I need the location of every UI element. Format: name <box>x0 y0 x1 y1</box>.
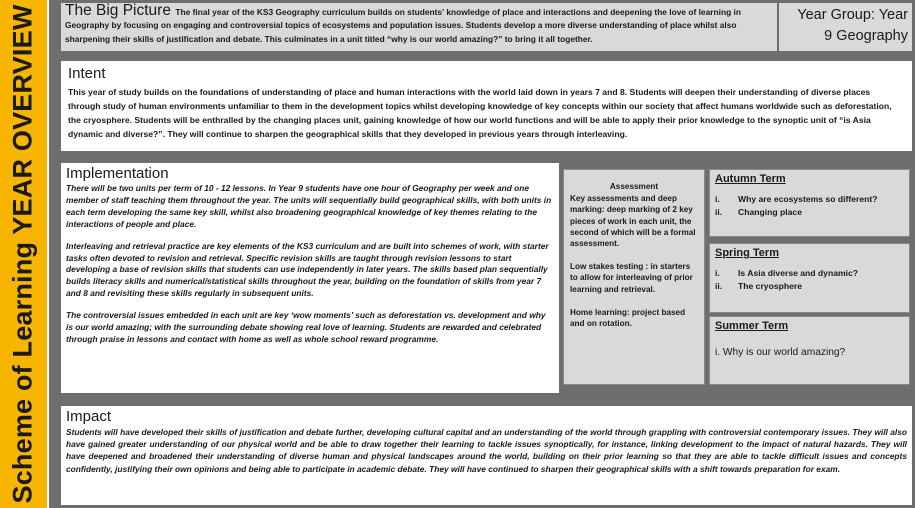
autumn-term-list <box>715 193 904 218</box>
list-item: i. Why are ecosystems so different? <box>715 194 878 204</box>
spring-term-box <box>709 243 910 313</box>
assessment-box <box>563 169 705 385</box>
summer-term-title: Summer Term <box>715 320 789 332</box>
assessment-item: Key assessments and deep marking: deep marking of 2 key pieces of work in each unit, the second of which will be a formal assessment. <box>570 194 696 249</box>
spring-term-list <box>715 267 904 292</box>
intent-text: This year of study builds on the foundations of understanding of place and human interactions with the world laid down in years 7 and 8. Students will deepen their understanding of diverse places through study of human environments unfamiliar to them in the development topics whilst developing knowledge of key concepts within our society that affect humans worldwide such as deforestation, the cryosphere. Students will be enthralled by the changing places unit, gaining knowledge of how our world functions and will be able to apply their prior knowledge to the synoptic unit of “is Asia dynamic and diverse?”. They will continue to sharpen the geographical skills that they developed in previous years through interleaving. <box>68 87 892 139</box>
year-group-box <box>779 3 912 51</box>
spring-term-title: Spring Term <box>715 247 779 259</box>
year-group-line1: Year Group: Year <box>797 7 908 23</box>
implementation-paragraph: There will be two units per term of 10 - 12 lessons. In Year 9 students have one hour of Geography per week and one member of staff teaching them throughout the year. The units will sequentially build geographical skills, with both units in each term developing the same key skill, whilst also broadening geographical knowledge of key themes relating to the interactions of people and place. <box>66 183 552 229</box>
big-picture-title: The Big Picture <box>65 3 171 19</box>
impact-box <box>61 406 912 505</box>
implementation-paragraph: Interleaving and retrieval practice are key elements of the KS3 curriculum and are built into schemes of work, with starter tasks often devoted to revision and retrieval. Specific revision skills are taught through revision lessons to start developing a base of revision skills that students can use independently in later years. The skills based plan sequentially builds literacy skills and numerical/statistical skills throughout the year, building on the foundation of skills from year 7 and 8 and revisiting these skills regularly in subsequent units. <box>66 240 549 299</box>
autumn-term-box <box>709 169 910 237</box>
implementation-title: Implementation <box>66 165 169 182</box>
assessment-item: Low stakes testing : in starters to allow for interleaving of prior learning and retrieval. <box>570 262 693 294</box>
autumn-term-title: Autumn Term <box>715 173 786 185</box>
sidebar <box>0 0 47 508</box>
list-item: i. Is Asia diverse and dynamic? <box>715 268 859 278</box>
intent-box <box>61 61 912 151</box>
list-item: ii. Changing place <box>715 206 802 217</box>
impact-text: Students will have developed their skills of justification and debate further, developing cultural capital and an understanding of the world through grappling with controversial contemporary issues. They will also have gained greater understanding of our physical world and be able to draw together their learning to tackle issues synoptically, for instance, linking development to the impact of natural hazards. They will have deepened and broadened their understanding of diverse human and physical landscapes around the world, building on their prior learning so that they are able to tackle difficult issues and concepts confidently, justifying their own opinions and being able to participate in academic debate. They will have continued to sharpen their geographical skills with a shift towards preparation for exam. <box>66 427 907 474</box>
implementation-paragraph: The controversial issues embedded in each unit are key ‘wow moments’ such as deforestation vs. development and why is our world amazing; with the surrounding debate showing real love of learning. Students are rewarded and celebrated through praise in lessons and contact with home as well as whole school reward programme. <box>66 310 546 344</box>
intent-title: Intent <box>68 65 106 82</box>
assessment-item: Home learning: project based and on rotation. <box>570 307 686 329</box>
summer-term-box <box>709 316 910 385</box>
impact-title: Impact <box>66 408 112 425</box>
year-group-line2: 9 Geography <box>824 28 908 44</box>
sidebar-title: Scheme of Learning YEAR OVERVIEW <box>7 4 38 504</box>
implementation-box <box>61 163 559 393</box>
assessment-title: Assessment <box>609 182 659 191</box>
list-item: ii. The cryosphere <box>715 280 802 291</box>
summer-term-item: i. Why is our world amazing? <box>715 347 846 358</box>
big-picture-text: The final year of the KS3 Geography curriculum builds on students' knowledge of place and interactions and deepening the love of learning in Geography by focusing on engaging and controversial topics of ecosystems and population issues. Students develop a more diverse understanding of place whilst also sharpening their skills of justification and debate. This culminates in a unit titled “why is our world amazing?” to bring it all together. <box>65 7 741 44</box>
big-picture-box <box>61 3 777 51</box>
